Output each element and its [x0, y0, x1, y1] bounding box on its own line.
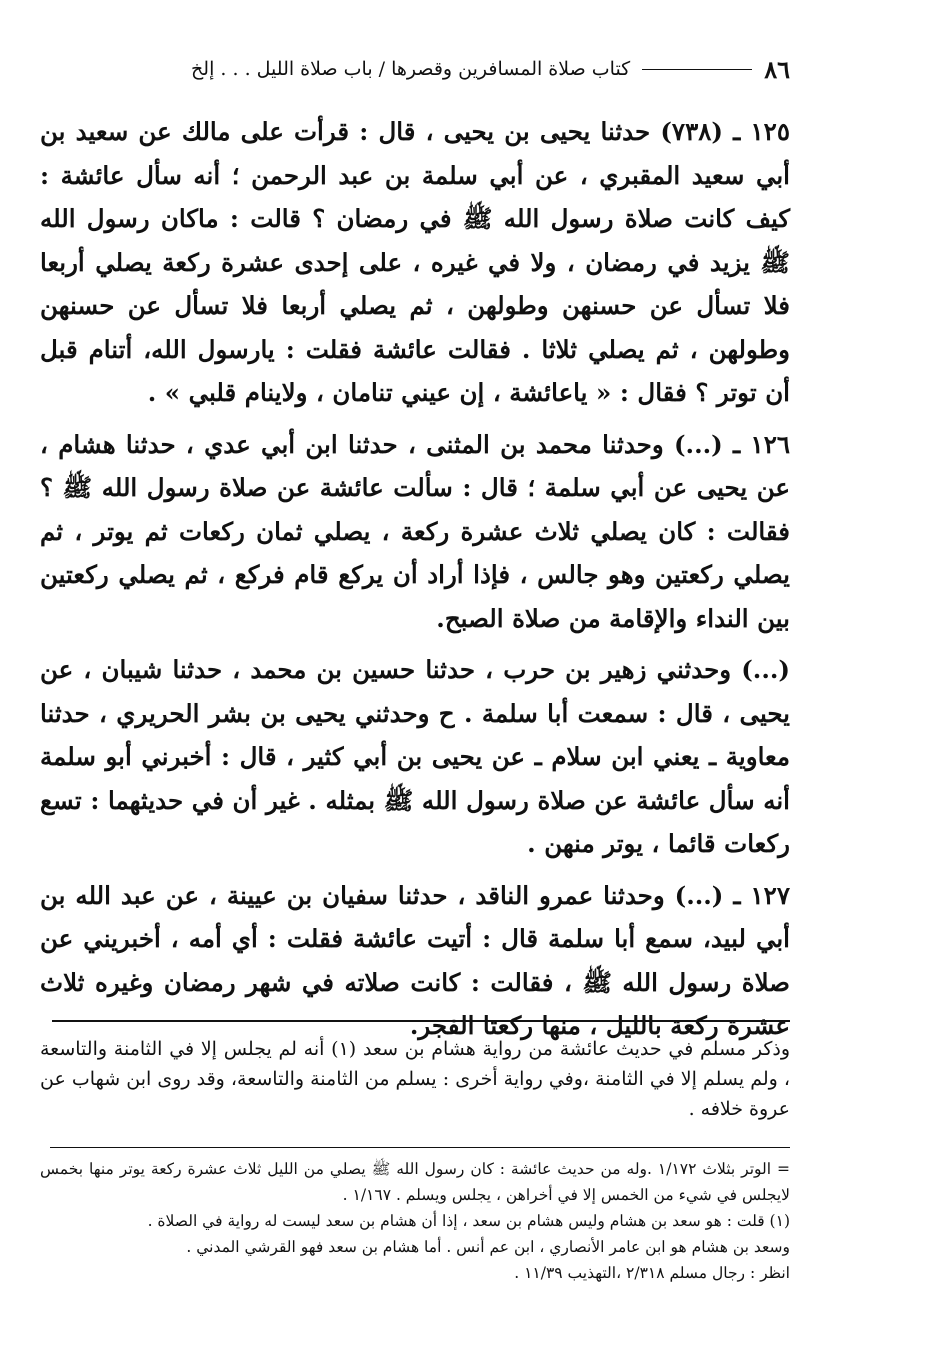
commentary-note: [40, 1034, 790, 1124]
hadith-text: (...) وحدثنا عمرو الناقد ، حدثنا سفيان بن عيينة ، عن عبد الله بن أبي لبيد، سمع أبا سلمة قال : أتيت عائشة فقلت : أي أمه ، أخبريني عن صلاة رسول الله ﷺ ، فقالت : كانت صلاته في شهر رمضان وغيره ثلاث عشرة ركعة بالليل ، منها ركعتا الفجر.: [40, 880, 790, 1040]
footnotes: [40, 1156, 790, 1286]
hadith-number: ١٢٥ ـ: [733, 117, 790, 146]
main-text: [40, 110, 790, 1056]
running-title: كتاب صلاة المسافرين وقصرها / باب صلاة الليل . . . إلخ: [191, 58, 631, 80]
hadith-paragraph: [40, 648, 790, 866]
footnote-divider: [50, 1147, 790, 1148]
hadith-number: ١٢٦ ـ: [733, 429, 791, 459]
header-rule: [642, 69, 752, 70]
hadith-paragraph: [40, 110, 790, 415]
hadith-paragraph: [40, 423, 790, 641]
hadith-text: (٧٣٨) حدثنا يحيى بن يحيى ، قال : قرأت على مالك عن سعيد بن أبي سعيد المقبري ، عن أبي سلمة بن عبد الرحمن ؛ أنه سأل عائشة : كيف كانت صلاة رسول الله ﷺ في رمضان ؟ قالت : ماكان رسول الله ﷺ يزيد في رمضان ، ولا في غيره ، على إحدى عشرة ركعة يصلي أربعا فلا تسأل عن حسنهن وطولهن ، ثم يصلي أربعا فلا تسأل عن حسنهن وطولهن ، ثم يصلي ثلاثا . فقالت عائشة فقلت : يارسول الله، أتنام قبل أن توتر ؟ فقال : « ياعائشة ، إن عيني تنامان ، ولاينام قلبي » .: [40, 117, 790, 407]
book-page: [40, 52, 790, 1342]
hadith-text: (...) وحدثني زهير بن حرب ، حدثنا حسين بن محمد ، حدثنا شيبان ، عن يحيى ، قال : سمعت أبا سلمة . ح وحدثني يحيى بن بشر الحريري ، حدثنا معاوية ـ يعني ابن سلام ـ عن يحيى بن أبي كثير ، قال : أخبرني أبو سلمة أنه سأل عائشة عن صلاة رسول الله ﷺ بمثله . غير أن في حديثهما : تسع ركعات قائما ، يوتر منهن .: [40, 655, 790, 858]
page-header: [40, 52, 790, 86]
note-text: وذكر مسلم في حديث عائشة من رواية هشام بن سعد (١) أنه لم يجلس إلا في الثامنة والتاسعة ، ولم يسلم إلا في الثامنة ،وفي رواية أخرى : يسلم من الثامنة والتاسعة، وقد روى ابن شهاب عن عروة خلافه .: [40, 1038, 790, 1120]
text-divider: [52, 1020, 790, 1022]
footnote-line: = الوتر بثلاث ١/١٧٢ .وله من حديث عائشة : كان رسول الله ﷺ يصلي من الليل ثلاث عشرة ركعة يوتر منها بخمس لايجلس في شيء من الخمس إلا في أخراهن ، يجلس ويسلم . ١/١٦٧ .: [40, 1160, 790, 1204]
footnote-line: وسعد بن هشام هو ابن عامر الأنصاري ، ابن عم أنس . أما هشام بن سعد فهو القرشي المدني .: [186, 1238, 790, 1256]
hadith-text: (...) وحدثنا محمد بن المثنى ، حدثنا ابن أبي عدي ، حدثنا هشام ، عن يحيى عن أبي سلمة ؛ قال : سألت عائشة عن صلاة رسول الله ﷺ ؟ فقالت : كان يصلي ثلاث عشرة ركعة ، يصلي ثمان ركعات ثم يوتر ، ثم يصلي ركعتين وهو جالس ، فإذا أراد أن يركع قام فركع ، ثم يصلي ركعتين بين النداء والإقامة من صلاة الصبح.: [40, 429, 790, 633]
hadith-number: ١٢٧ ـ: [733, 880, 790, 910]
footnote-line: (١) قلت : هو سعد بن هشام وليس هشام بن سعد ، إذا أن هشام بن سعد ليست له رواية في الصلاة .: [147, 1212, 790, 1230]
footnote-line: انظر : رجال مسلم ٢/٣١٨ ،التهذيب ١١/٣٩ .: [514, 1264, 790, 1282]
page-number: ٨٦: [764, 54, 790, 84]
